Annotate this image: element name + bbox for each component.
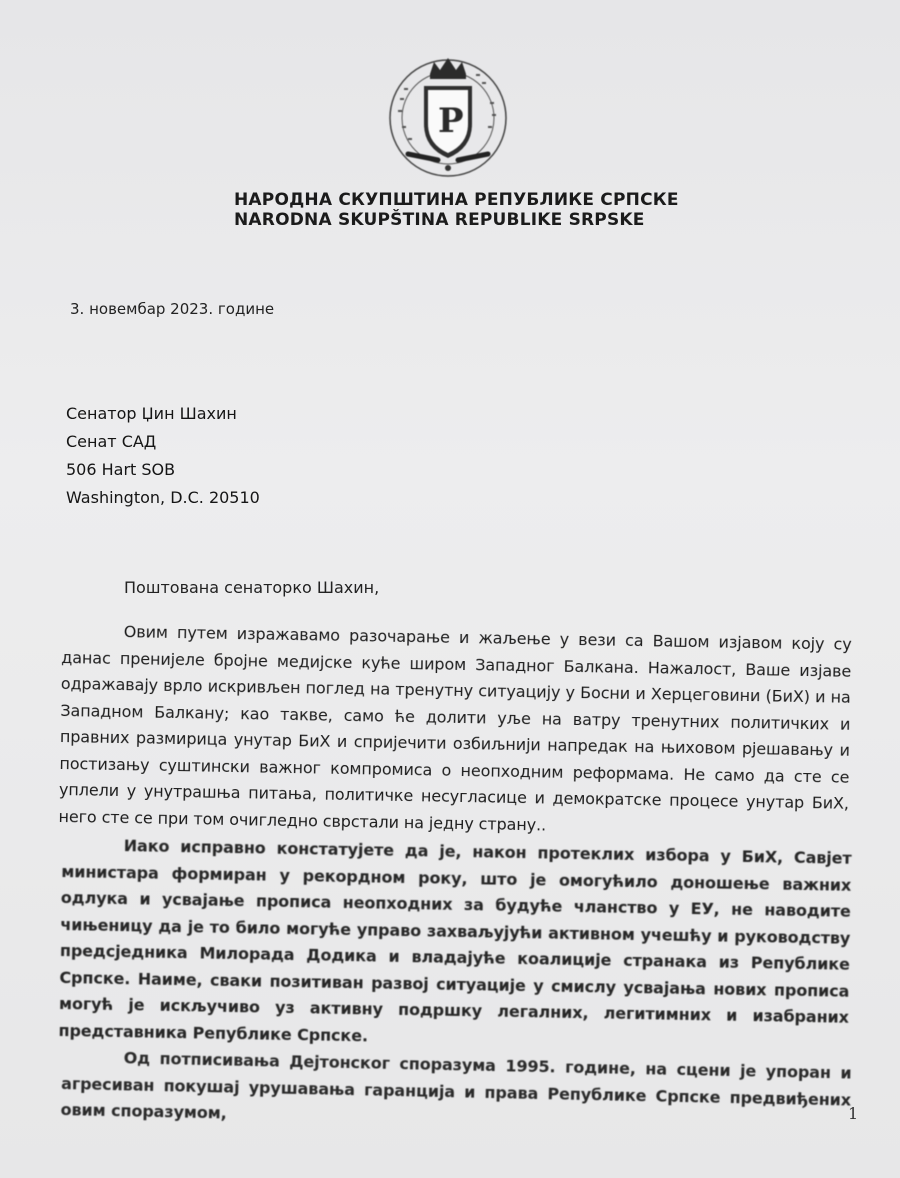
org-name-latin: NARODNA SKUPŠTINA REPUBLIKE SRPSKE <box>234 210 645 230</box>
recipient-name: Сенатор Џин Шахин <box>66 404 237 423</box>
seal-emblem-icon <box>378 52 518 182</box>
letter-date: 3. новембар 2023. године <box>70 300 275 318</box>
coat-of-arms-seal <box>378 52 518 182</box>
body-paragraph-2: Иако исправно констатујете да је, након протеклих избора у БиХ, Савјет министара формиран у рекордном року, што је омогућило доношење важних одлука и усвајање прописа неопходних за будуће чланство у ЕУ, не наводите чињеницу да је то било могуће управо захваљујући активном учешћу и руководству предсједника Милорада Додика и владајуће коалиције странака из Републике Српске. Наиме, сваки позитиван развој ситуације у смислу усвајања нових прописа могућ је искључиво уз активну подршку легалних, легитимних и изабраних представника Републике Српске. <box>58 836 852 1045</box>
salutation: Поштована сенаторко Шахин, <box>124 578 380 597</box>
page-number: 1 <box>848 1104 859 1123</box>
recipient-city: Washington, D.C. 20510 <box>66 488 260 507</box>
recipient-address: 506 Hart SOB <box>66 460 176 479</box>
recipient-institution: Сенат САД <box>66 432 157 451</box>
body-paragraph-1: Овим путем изражавамо разочарање и жаљење у вези са Вашом изјавом коју су данас пренијеле бројне медијске куће широм Западног Балкана. Нажалост, Ваше изјаве одражавају врло искривљен поглед на тренутну ситуацију у Босни и Херцеговини (БиХ) и на Западном Балкану; као такве, само ће долити уље на ватру тренутних политичких и правних размирица унутар БиХ и спријечити озбиљнији напредак на њиховом рјешавању и постизању суштински важног компромиса о неопходним реформама. Не само да сте се уплели у унутрашња питања, политичке несугласице и демократске процесе унутар БиХ, него сте се при том очигледно сврстали на једну страну.. <box>58 622 852 834</box>
org-name-cyrillic: НАРОДНА СКУПШТИНА РЕПУБЛИКЕ СРПСКЕ <box>234 190 679 210</box>
body-paragraph-3: Од потписивања Дејтонског споразума 1995. године, на сцени је упоран и агресиван покушај урушавања гаранција и права Републике Српске предвиђених овим споразумом, <box>60 1048 852 1123</box>
svg-text:Р: Р <box>438 101 464 141</box>
